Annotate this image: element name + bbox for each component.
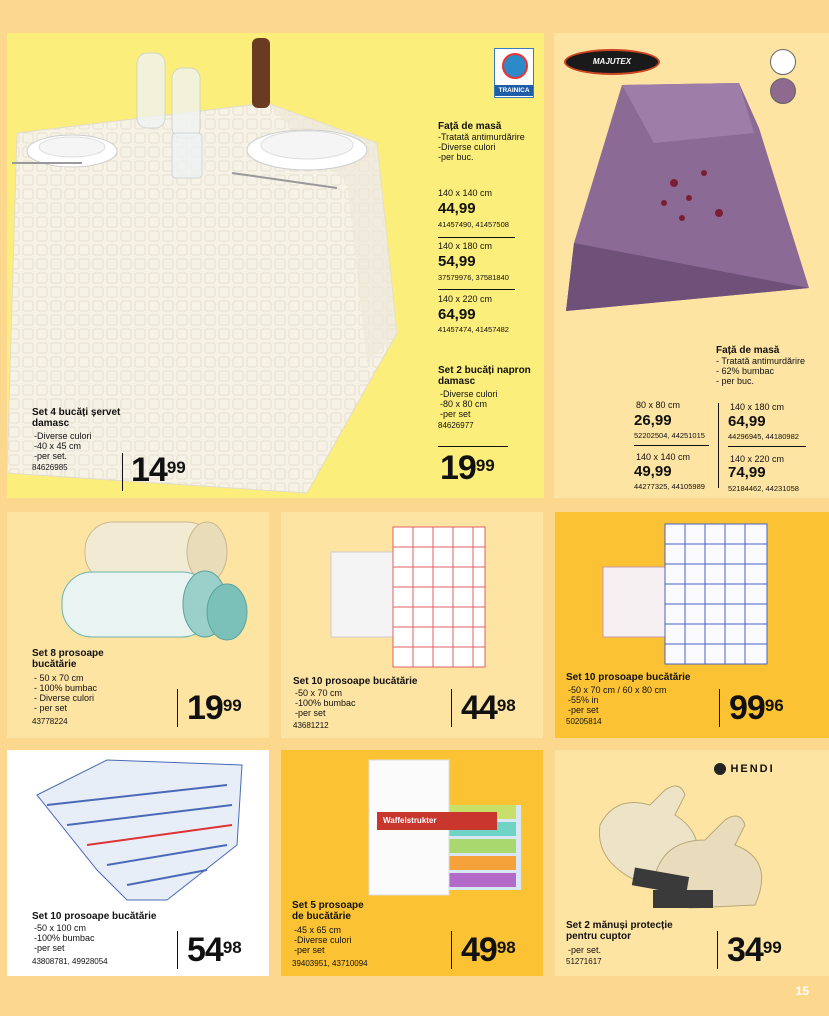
feature: -Diverse culori: [294, 935, 352, 945]
servet-features: [34, 431, 92, 461]
product-code: 41457490, 41457508: [438, 220, 509, 229]
divider: [438, 289, 515, 290]
size-price: 54,99: [438, 253, 476, 270]
feature: -100% bumbac: [295, 698, 356, 708]
price-int: 54: [187, 931, 223, 969]
feature: - 62% bumbac: [716, 366, 775, 376]
feature: - 100% bumbac: [34, 683, 98, 693]
feature: -per set: [295, 708, 326, 718]
feature: -per set: [294, 945, 325, 955]
size-price: 64,99: [438, 306, 476, 323]
package-label: Waffelstrukter: [377, 812, 497, 830]
product-title: Set 5 prosoape de bucătărie: [292, 900, 364, 922]
feature: - 50 x 70 cm: [34, 673, 84, 683]
price-int: 14: [131, 451, 167, 489]
product-code: 37579976, 37581840: [438, 273, 509, 282]
feature: -45 x 65 cm: [294, 925, 342, 935]
product-price: [461, 933, 516, 967]
product-title: Set 10 prosoape bucătărie: [32, 911, 157, 922]
feature: -per buc.: [438, 152, 474, 162]
feature: - per buc.: [716, 376, 755, 386]
divider: [718, 403, 719, 488]
divider: [177, 689, 178, 727]
feature: -Tratată antimurdărire: [438, 132, 525, 142]
trainica-emblem-icon: [502, 53, 528, 79]
product-title: Set 10 prosoape bucătărie: [566, 672, 691, 683]
price-int: 44: [461, 689, 497, 727]
feature: -80 x 80 cm: [440, 399, 488, 409]
feature: - Tratată antimurdărire: [716, 356, 806, 366]
product-price: [187, 933, 242, 967]
product-code: 52184462, 44231058: [728, 484, 799, 493]
divider: [451, 931, 452, 969]
feature: -50 x 100 cm: [34, 923, 87, 933]
product-card: [555, 750, 829, 976]
divider: [438, 446, 508, 447]
feature: -per set.: [34, 451, 68, 461]
majutex-panel: [554, 33, 829, 498]
size-price: 64,99: [728, 413, 766, 430]
feature: -50 x 70 cm / 60 x 80 cm: [568, 685, 667, 695]
feature: -per set: [34, 943, 65, 953]
divider: [177, 931, 178, 969]
tablecloth-title: Față de masă: [438, 121, 502, 132]
product-code: 51271617: [566, 957, 602, 966]
napkins-title: Set 2 bucăți napron damasc: [438, 365, 531, 387]
trainica-logo-text: TRAINICA: [495, 85, 533, 96]
trainica-logo: [494, 48, 534, 98]
product-card: [555, 512, 829, 738]
divider: [122, 453, 123, 491]
price-dec: 99: [475, 456, 495, 475]
price-dec: 96: [764, 696, 784, 715]
price-int: 19: [187, 689, 223, 727]
feature: -Diverse culori: [440, 389, 498, 399]
majutex-logo-text: MAJUTEX: [592, 57, 632, 66]
size-label: 140 x 180 cm: [730, 402, 785, 412]
product-code: 41457474, 41457482: [438, 325, 509, 334]
size-label: 140 x 220 cm: [730, 454, 785, 464]
feature: - Diverse culori: [34, 693, 95, 703]
towel-rolls-image: [7, 512, 269, 652]
tablecloth-features: [438, 132, 525, 162]
product-price: [461, 691, 516, 725]
product-features: [568, 685, 667, 715]
napkins-price: [440, 451, 495, 485]
divider: [717, 931, 718, 969]
purple-tablecloth-image: [554, 33, 829, 343]
page-number: 15: [795, 984, 809, 998]
product-price: [187, 691, 242, 725]
hendi-logo-text: HENDI: [730, 762, 775, 775]
divider: [438, 237, 515, 238]
size-label: 140 x 180 cm: [438, 241, 493, 251]
servet-title: Set 4 bucăți șervet damasc: [32, 407, 121, 429]
product-code: 84626985: [32, 463, 68, 472]
product-code: 43681212: [293, 721, 329, 730]
product-code: 44277325, 44105989: [634, 482, 705, 491]
napkins-features: [440, 389, 498, 419]
product-code: 84626977: [438, 421, 474, 430]
feature: -Diverse culori: [34, 431, 92, 441]
size-label: 140 x 220 cm: [438, 294, 493, 304]
hero-panel: [7, 33, 544, 498]
feature: -per set: [568, 705, 599, 715]
product-card: [7, 750, 269, 976]
divider: [719, 689, 720, 727]
product-code: 39403951, 43710094: [292, 959, 368, 968]
product-code: 52202504, 44251015: [634, 431, 705, 440]
product-card: [281, 512, 543, 738]
divider: [634, 445, 709, 446]
price-dec: 99: [762, 938, 782, 957]
product-price: [729, 691, 784, 725]
price-int: 49: [461, 931, 497, 969]
size-price: 44,99: [438, 200, 476, 217]
product-code: 43778224: [32, 717, 68, 726]
feature: -55% in: [568, 695, 599, 705]
checked-towels-image: [281, 512, 543, 672]
feature: -100% bumbac: [34, 933, 95, 943]
size-label: 140 x 140 cm: [438, 188, 493, 198]
price-dec: 99: [222, 696, 242, 715]
price-dec: 99: [166, 458, 186, 477]
product-card: [281, 750, 543, 976]
product-title: Set 8 prosoape bucătărie: [32, 648, 104, 670]
linen-towels-image: [555, 512, 829, 672]
feature: -per set: [440, 409, 471, 419]
price-dec: 98: [496, 938, 516, 957]
product-features: [294, 925, 352, 955]
blue-checked-towel-image: [7, 750, 269, 910]
size-label: 140 x 140 cm: [636, 452, 691, 462]
product-features: [34, 673, 97, 713]
product-code: 50205814: [566, 717, 602, 726]
price-int: 34: [727, 931, 763, 969]
size-label: 80 x 80 cm: [636, 400, 681, 410]
product-code: 44296945, 44180982: [728, 432, 799, 441]
feature: -Diverse culori: [438, 142, 496, 152]
feature: -40 x 45 cm: [34, 441, 82, 451]
feature: -50 x 70 cm: [295, 688, 343, 698]
product-title: Set 2 mănuși protecție pentru cuptor: [566, 920, 673, 942]
majutex-features: [716, 356, 805, 386]
price-dec: 98: [222, 938, 242, 957]
product-features: [34, 923, 95, 953]
majutex-title: Față de masă: [716, 345, 780, 356]
product-price: [727, 933, 782, 967]
size-price: 74,99: [728, 464, 766, 481]
feature: -per set.: [568, 945, 602, 955]
price-dec: 98: [496, 696, 516, 715]
feature: - per set: [34, 703, 68, 713]
size-price: 49,99: [634, 463, 672, 480]
size-price: 26,99: [634, 412, 672, 429]
price-int: 99: [729, 689, 765, 727]
servet-price: [131, 453, 186, 487]
product-title: Set 10 prosoape bucătărie: [293, 676, 418, 687]
product-features: [568, 945, 601, 955]
divider: [728, 446, 806, 447]
divider: [451, 689, 452, 727]
product-code: 43808781, 49928054: [32, 957, 108, 966]
price-int: 19: [440, 449, 476, 487]
product-features: [295, 688, 356, 718]
oven-mitts-image: [555, 750, 829, 910]
product-card: [7, 512, 269, 738]
